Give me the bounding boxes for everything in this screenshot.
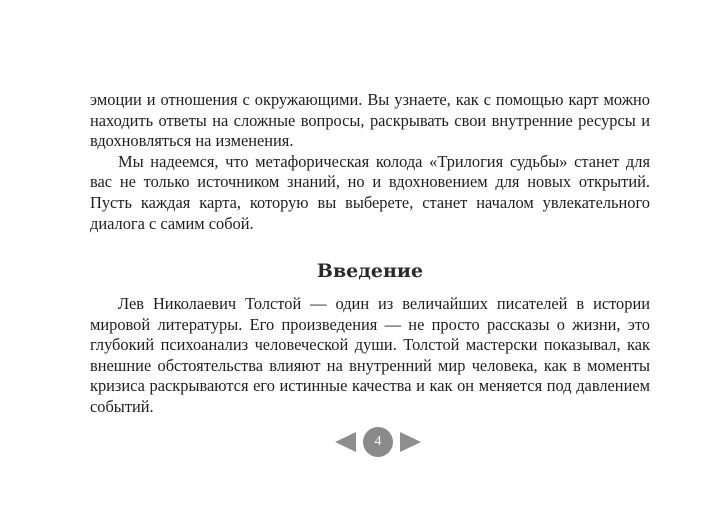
page-number-badge: 4 — [363, 427, 393, 457]
triangle-left-icon[interactable] — [335, 432, 356, 452]
intro-text-block — [90, 90, 650, 234]
triangle-right-icon[interactable] — [400, 432, 421, 452]
section-heading-introduction: Введение — [316, 260, 424, 282]
introduction-paragraph-tolstoy: Лев Николаевич Толстой — один из величайших писателей в истории мировой литературы. Его произведения — не просто рассказы о жизни, это глубокий психоанализ человеческой души. Толстой мастерски показывал, как внешние обстоятельства влияют на внутренний мир человека, как в моменты кризиса раскрываются его истинные качества и как он меняется под давлением событий. — [90, 294, 650, 416]
intro-paragraph-hope: Мы надеемся, что метафорическая колода «Трилогия судьбы» станет для вас не только источником знаний, но и вдохновением для новых открытий. Пусть каждая карта, которую вы выберете, станет началом увлекательного диалога с самим собой. — [90, 151, 650, 233]
introduction-text-block — [90, 294, 650, 418]
intro-paragraph-continuation: эмоции и отношения с окружающими. Вы узнаете, как с помощью карт можно находить ответы на сложные вопросы, раскрывать свои внутренние ресурсы и вдохновляться на изменения. — [90, 90, 650, 151]
page-navigation — [335, 427, 421, 457]
